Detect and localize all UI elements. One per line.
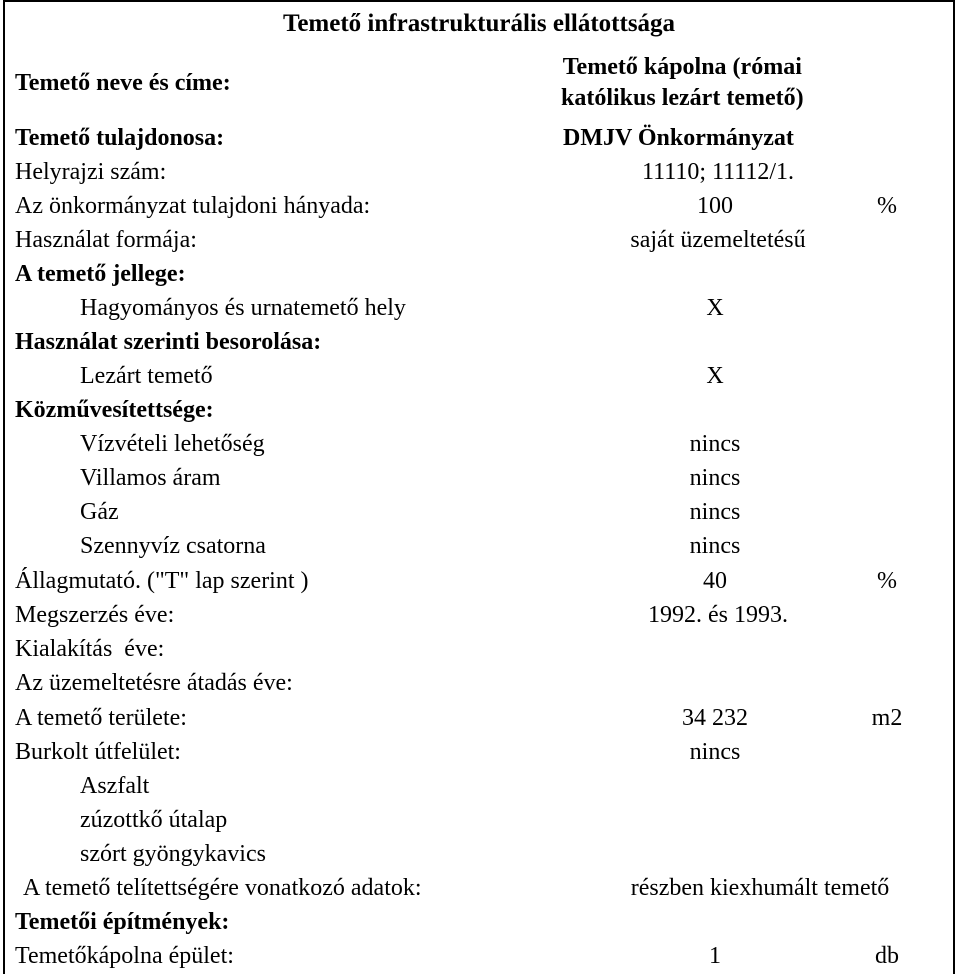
row-acquired bbox=[5, 598, 953, 632]
classification-item-mark: X bbox=[706, 363, 724, 389]
condition-label: Állagmutató. ("T" lap szerint ) bbox=[15, 568, 309, 594]
share-label: Az önkormányzat tulajdoni hányada: bbox=[15, 193, 371, 219]
row-area bbox=[5, 701, 953, 735]
paved-value: nincs bbox=[689, 739, 741, 765]
utility-value: nincs bbox=[689, 533, 741, 559]
utility-label: Vízvételi lehetőség bbox=[80, 431, 265, 457]
form-sheet bbox=[3, 0, 955, 974]
row-utility-water bbox=[5, 427, 953, 461]
row-paved-gravel-base bbox=[5, 803, 953, 837]
paved-item-label: szórt gyöngykavics bbox=[80, 841, 266, 867]
row-buildings bbox=[5, 905, 953, 939]
utility-label: Gáz bbox=[80, 499, 119, 525]
handover-label: Az üzemeltetésre átadás éve: bbox=[15, 670, 293, 696]
acquired-label: Megszerzés éve: bbox=[15, 602, 175, 628]
hrsz-label: Helyrajzi szám: bbox=[15, 159, 167, 185]
area-value: 34 232 bbox=[682, 705, 748, 731]
share-unit: % bbox=[877, 193, 897, 219]
saturation-value: részben kiexhumált temető bbox=[630, 875, 890, 901]
row-name bbox=[5, 66, 953, 100]
row-classification bbox=[5, 325, 953, 359]
condition-unit: % bbox=[877, 568, 897, 594]
row-share bbox=[5, 189, 953, 223]
utility-label: Villamos áram bbox=[80, 465, 221, 491]
chapel-value: 1 bbox=[709, 943, 721, 969]
row-use-form bbox=[5, 223, 953, 257]
hrsz-value: 11110; 11112/1. bbox=[642, 159, 794, 185]
chapel-unit: db bbox=[875, 943, 899, 969]
row-chapel bbox=[5, 939, 953, 973]
row-condition bbox=[5, 564, 953, 598]
row-paved-pebble bbox=[5, 837, 953, 871]
row-paved bbox=[5, 735, 953, 769]
row-built bbox=[5, 632, 953, 666]
row-saturation bbox=[5, 871, 953, 905]
paved-item-label: zúzottkő útalap bbox=[80, 807, 228, 833]
utility-value: nincs bbox=[689, 499, 741, 525]
row-utility-sewer bbox=[5, 529, 953, 563]
buildings-label: Temetői építmények: bbox=[15, 909, 230, 935]
row-paved-asphalt bbox=[5, 769, 953, 803]
condition-value: 40 bbox=[703, 568, 727, 594]
row-utility-electricity bbox=[5, 461, 953, 495]
area-unit: m2 bbox=[871, 705, 903, 731]
utility-value: nincs bbox=[689, 431, 741, 457]
utilities-label: Közművesítettsége: bbox=[15, 397, 214, 423]
name-value bbox=[561, 52, 804, 114]
acquired-value: 1992. és 1993. bbox=[648, 602, 788, 628]
character-label: A temető jellege: bbox=[15, 261, 186, 287]
chapel-label: Temetőkápolna épület: bbox=[15, 943, 234, 969]
classification-label: Használat szerinti besorolása: bbox=[15, 329, 322, 355]
built-label: Kialakítás éve: bbox=[15, 636, 165, 662]
use-form-label: Használat formája: bbox=[15, 227, 197, 253]
paved-item-label: Aszfalt bbox=[80, 773, 150, 799]
row-classification-item bbox=[5, 359, 953, 393]
name-value-line2: katólikus lezárt temető) bbox=[561, 85, 804, 111]
character-item-label: Hagyományos és urnatemető hely bbox=[80, 295, 406, 321]
owner-label: Temető tulajdonosa: bbox=[15, 125, 225, 151]
row-character-item bbox=[5, 291, 953, 325]
row-owner bbox=[5, 121, 953, 155]
use-form-value: saját üzemeltetésű bbox=[630, 227, 806, 253]
paved-label: Burkolt útfelület: bbox=[15, 739, 181, 765]
name-label: Temető neve és címe: bbox=[15, 70, 231, 96]
row-utilities bbox=[5, 393, 953, 427]
utility-value: nincs bbox=[689, 465, 741, 491]
owner-value: DMJV Önkormányzat bbox=[563, 125, 794, 151]
row-hrsz bbox=[5, 155, 953, 189]
character-item-mark: X bbox=[706, 295, 724, 321]
share-value: 100 bbox=[697, 193, 733, 219]
row-utility-gas bbox=[5, 495, 953, 529]
row-handover bbox=[5, 666, 953, 700]
classification-item-label: Lezárt temető bbox=[80, 363, 213, 389]
utility-label: Szennyvíz csatorna bbox=[80, 533, 266, 559]
saturation-label: A temető telítettségére vonatkozó adatok: bbox=[23, 875, 422, 901]
name-value-line1: Temető kápolna (római bbox=[562, 54, 802, 80]
row-character bbox=[5, 257, 953, 291]
page-title: Temető infrastrukturális ellátottsága bbox=[282, 10, 676, 37]
area-label: A temető területe: bbox=[15, 705, 187, 731]
